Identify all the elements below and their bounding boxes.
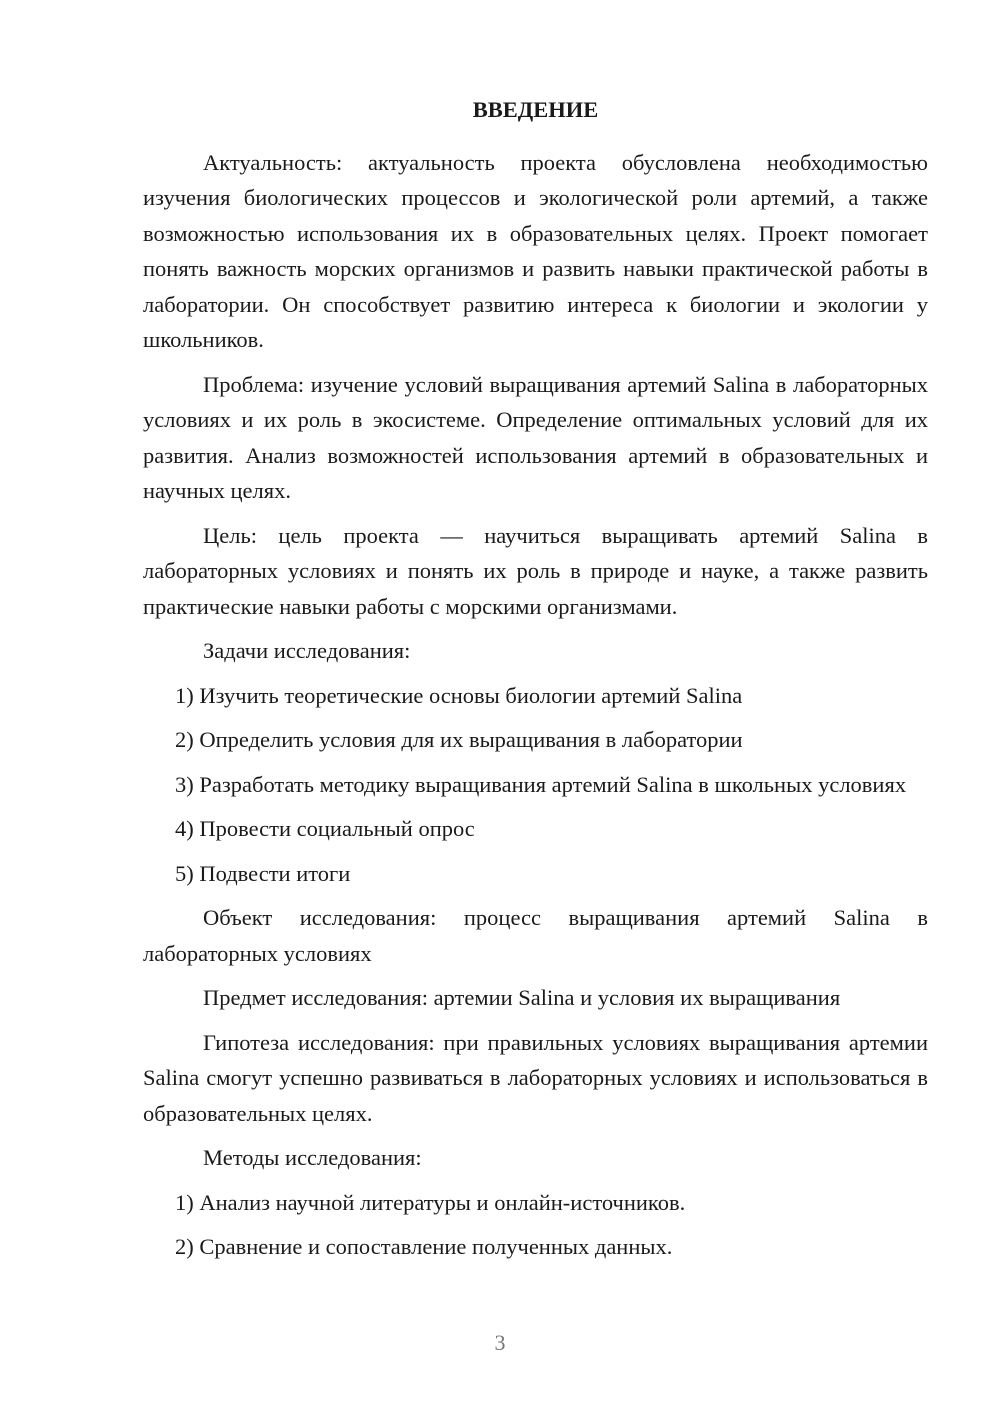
methods-heading: Методы исследования:	[203, 1145, 422, 1170]
object-paragraph: Объект исследования: процесс выращивания артемий Salina в лабораторных условиях	[143, 905, 928, 966]
task-item-3: 3) Разработать методику выращивания артемий Salina в школьных условиях	[175, 771, 907, 797]
method-item-1: 1) Анализ научной литературы и онлайн-источников.	[175, 1189, 686, 1215]
subject-paragraph: Предмет исследования: артемии Salina и условия их выращивания	[203, 985, 841, 1010]
task-item-5: 5) Подвести итоги	[175, 860, 351, 886]
goal-paragraph: Цель: цель проекта — научиться выращивать артемий Salina в лабораторных условиях и понять их роль в природе и науке, а также развить практические навыки работы с морскими организмами.	[143, 522, 928, 619]
task-item-4: 4) Провести социальный опрос	[175, 816, 475, 841]
page-content	[143, 92, 928, 1274]
task-item-2: 2) Определить условия для их выращивания в лаборатории	[175, 727, 743, 752]
page-number: 3	[494, 1330, 506, 1355]
page-title: ВВЕДЕНИЕ	[472, 97, 599, 122]
problem-paragraph: Проблема: изучение условий выращивания артемий Salina в лабораторных условиях и их роль в экосистеме. Определение оптимальных условий для их развития. Анализ возможностей использования артемий в образовательных и научных целях.	[143, 371, 928, 503]
task-item-1: 1) Изучить теоретические основы биологии артемий Salina	[175, 682, 743, 708]
method-item-2: 2) Сравнение и сопоставление полученных данных.	[175, 1234, 673, 1259]
hypothesis-paragraph: Гипотеза исследования: при правильных условиях выращивания артемии Salina смогут успешно развиваться в лабораторных условиях и использоваться в образовательных целях.	[143, 1029, 928, 1126]
tasks-heading: Задачи исследования:	[203, 638, 411, 663]
relevance-paragraph: Актуальность: актуальность проекта обусловлена необходимостью изучения биологических процессов и экологической роли артемий, а также возможностью использования их в образовательных целях. Проект помогает понять важность морских организмов и развить навыки практической работы в лаборатории. Он способствует развитию интереса к биологии и экологии у школьников.	[143, 149, 928, 352]
